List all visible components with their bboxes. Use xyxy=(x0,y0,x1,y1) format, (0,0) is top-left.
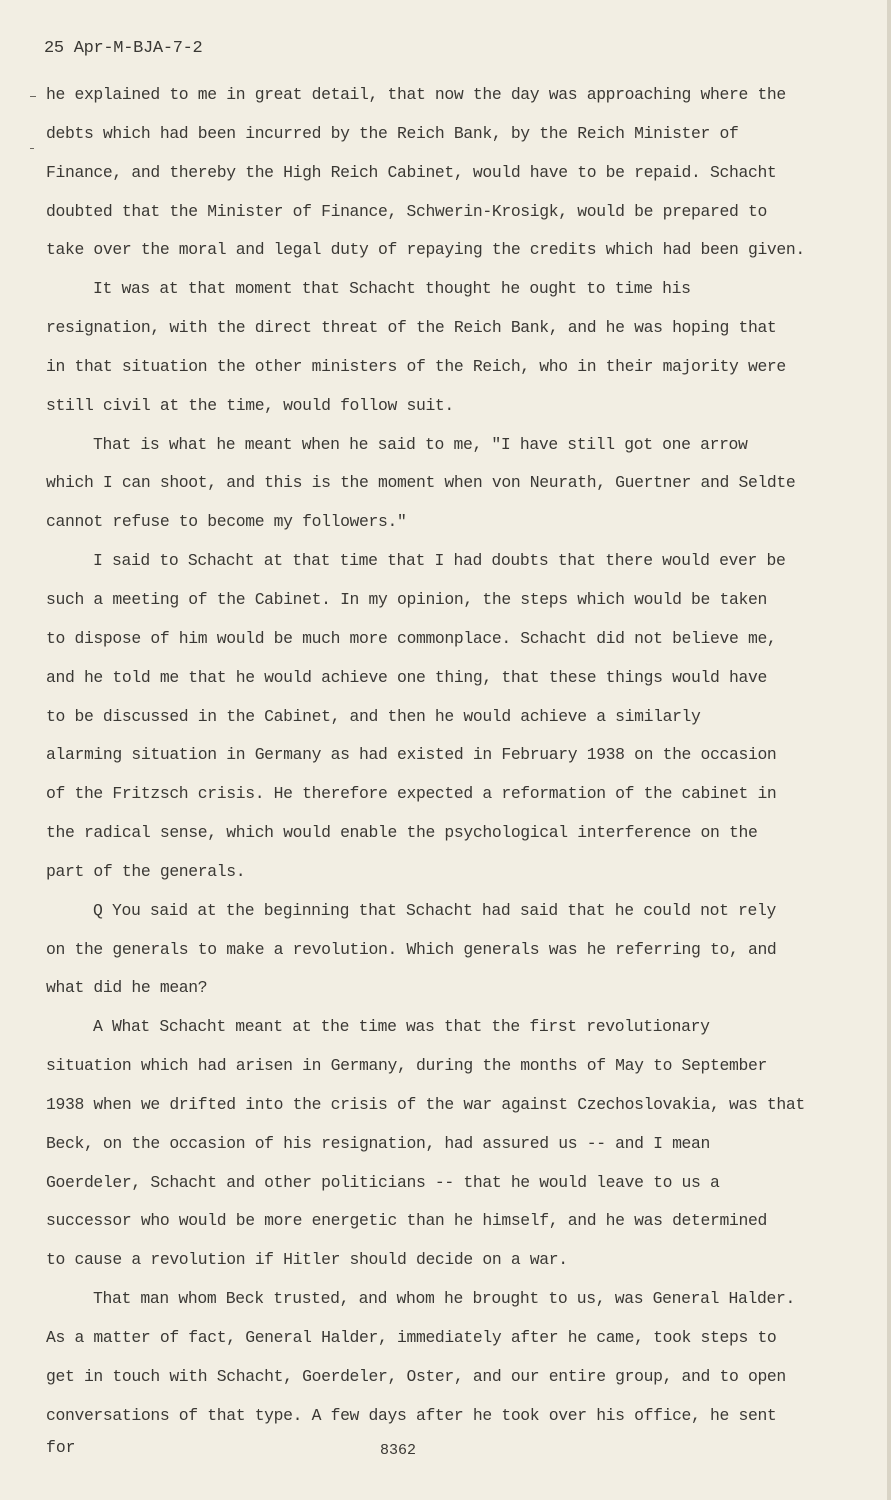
text-line: he explained to me in great detail, that now the day was approaching where the xyxy=(46,85,786,104)
text-line: That is what he meant when he said to me, "I have still got one arrow xyxy=(93,434,748,454)
page-identifier: 25 Apr-M-BJA-7-2 xyxy=(44,39,203,58)
text-line: take over the moral and legal duty of repaying the credits which had been given. xyxy=(46,240,805,260)
text-line: which I can shoot, and this is the moment when von Neurath, Guertner and Seldte xyxy=(46,473,796,493)
text-line: cannot refuse to become my followers." xyxy=(46,512,407,532)
text-line: It was at that moment that Schacht thought he ought to time his xyxy=(93,279,691,299)
text-line: part of the generals. xyxy=(46,861,246,881)
text-line: Goerdeler, Schacht and other politicians -- that he would leave to us a xyxy=(46,1172,720,1192)
text-line: resignation, with the direct threat of the Reich Bank, and he was hoping that xyxy=(46,318,777,338)
text-line: of the Fritzsch crisis. He therefore expected a reformation of the cabinet in xyxy=(46,784,777,804)
text-line: situation which had arisen in Germany, during the months of May to September xyxy=(46,1056,767,1076)
text-line: get in touch with Schacht, Goerdeler, Oster, and our entire group, and to open xyxy=(46,1366,786,1386)
text-line: debts which had been incurred by the Reich Bank, by the Reich Minister of xyxy=(46,123,739,143)
text-line: 1938 when we drifted into the crisis of the war against Czechoslovakia, was that xyxy=(46,1094,805,1114)
text-line: doubted that the Minister of Finance, Schwerin-Krosigk, would be prepared to xyxy=(46,201,767,221)
text-line: As a matter of fact, General Halder, immediately after he came, took steps to xyxy=(46,1328,777,1347)
text-line: to be discussed in the Cabinet, and then he would achieve a similarly xyxy=(46,706,701,726)
text-line: successor who would be more energetic than he himself, and he was determined xyxy=(46,1211,767,1231)
text-line: conversations of that type. A few days after he took over his office, he sent xyxy=(46,1405,777,1425)
text-line: Finance, and thereby the High Reich Cabinet, would have to be repaid. Schacht xyxy=(46,162,777,182)
text-line: what did he mean? xyxy=(46,978,208,998)
text-line: to cause a revolution if Hitler should decide on a war. xyxy=(46,1250,568,1270)
text-line: such a meeting of the Cabinet. In my opinion, the steps which would be taken xyxy=(46,589,767,609)
margin-tick-mark xyxy=(30,148,34,149)
page-number: 8362 xyxy=(380,1442,417,1459)
continuation-word: for xyxy=(46,1438,76,1457)
answer-line: A What Schacht meant at the time was that the first revolutionary xyxy=(93,1017,710,1037)
text-line: the radical sense, which would enable the psychological interference on the xyxy=(46,823,758,843)
text-line: to dispose of him would be much more commonplace. Schacht did not believe me, xyxy=(46,628,777,648)
question-line: Q You said at the beginning that Schacht had said that he could not rely xyxy=(93,900,776,920)
text-line: on the generals to make a revolution. Which generals was he referring to, and xyxy=(46,939,777,959)
text-line: in that situation the other ministers of the Reich, who in their majority were xyxy=(46,356,786,376)
text-line: and he told me that he would achieve one thing, that these things would have xyxy=(46,667,767,687)
testimony-text xyxy=(46,81,836,1441)
text-line: still civil at the time, would follow suit. xyxy=(46,395,454,415)
text-line: That man whom Beck trusted, and whom he brought to us, was General Halder. xyxy=(93,1289,795,1309)
text-line: alarming situation in Germany as had existed in February 1938 on the occasion xyxy=(46,745,777,765)
text-line: Beck, on the occasion of his resignation, had assured us -- and I mean xyxy=(46,1133,711,1153)
page-edge xyxy=(887,0,891,1500)
text-line: I said to Schacht at that time that I had doubts that there would ever be xyxy=(93,551,786,571)
margin-tick-mark xyxy=(30,96,36,97)
